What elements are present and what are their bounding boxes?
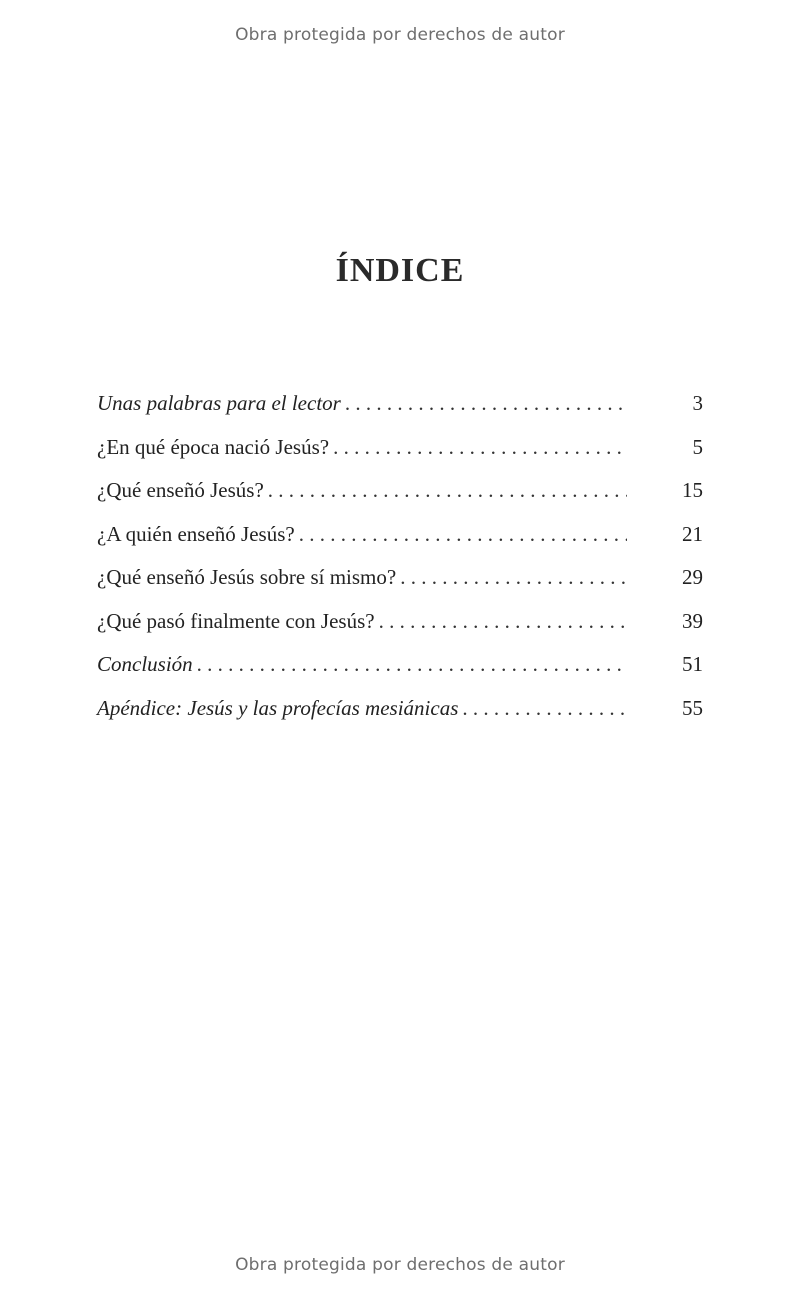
toc-entry-3[interactable] xyxy=(97,478,703,522)
toc-entry-title: ¿A quién enseñó Jesús? xyxy=(97,521,295,546)
table-of-contents xyxy=(97,391,703,739)
toc-entry-1[interactable] xyxy=(97,391,703,435)
toc-entry-title xyxy=(97,696,458,721)
toc-entry-7[interactable] xyxy=(97,652,703,696)
dot-leader xyxy=(400,565,627,590)
toc-entry-title-text: Unas palabras para el lector xyxy=(97,391,341,415)
dot-leader xyxy=(268,478,627,503)
toc-entry-title: ¿Qué enseñó Jesús? xyxy=(97,478,264,502)
dot-leader xyxy=(333,435,627,460)
dot-leader xyxy=(299,522,627,547)
page-title: ÍNDICE xyxy=(335,252,465,289)
dot-leader xyxy=(197,652,627,677)
toc-entry-8[interactable] xyxy=(97,696,703,740)
toc-entry-title: ¿En qué época nació Jesús? xyxy=(97,434,330,459)
toc-page-number: 39 xyxy=(682,608,703,633)
toc-entry-title xyxy=(97,652,193,677)
toc-page-number: 21 xyxy=(682,521,703,546)
toc-page-number: 3 xyxy=(692,391,703,415)
toc-entry-4[interactable] xyxy=(97,522,703,566)
toc-entry-title xyxy=(97,391,341,416)
toc-page-number: 55 xyxy=(682,695,703,720)
toc-entry-subtitle-text: : Jesús y las profecías mesiánicas xyxy=(175,695,459,720)
watermark-top: Obra protegida por derechos de autor xyxy=(235,25,565,45)
toc-entry-title: ¿Qué pasó finalmente con Jesús? xyxy=(97,608,375,633)
dot-leader xyxy=(462,696,627,721)
toc-entry-title-text: Apéndice xyxy=(97,695,176,720)
toc-entry-title-text: Conclusión xyxy=(97,652,193,676)
toc-entry-2[interactable] xyxy=(97,435,703,479)
dot-leader xyxy=(345,391,627,416)
toc-entry-title: ¿Qué enseñó Jesús sobre sí mismo? xyxy=(97,565,397,589)
toc-entry-6[interactable] xyxy=(97,609,703,653)
toc-page-number: 51 xyxy=(682,652,703,676)
watermark-bottom: Obra protegida por derechos de autor xyxy=(235,1255,565,1275)
toc-page-number: 29 xyxy=(682,565,703,589)
toc-page-number: 5 xyxy=(692,434,703,459)
toc-page-number: 15 xyxy=(682,478,703,502)
dot-leader xyxy=(379,609,627,634)
toc-entry-5[interactable] xyxy=(97,565,703,609)
